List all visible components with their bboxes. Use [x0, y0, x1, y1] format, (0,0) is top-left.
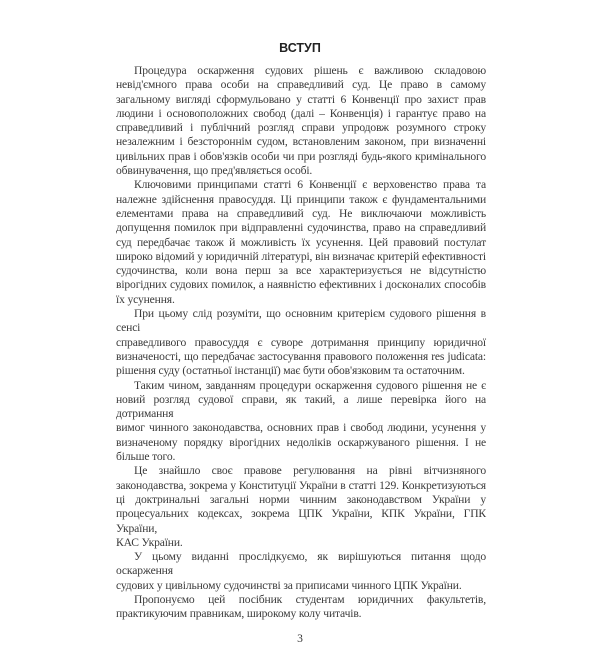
paragraph [116, 178, 486, 307]
paragraph [116, 550, 486, 593]
text-line: При цьому слід розуміти, що основним критерієм судового рішення в сенсі [116, 307, 486, 335]
text-line: людини і основоположних свобод (далі – Конвенція) і гарантує право на [116, 106, 486, 120]
text-line: допущення помилок при відправленні судочинства, право на справедливий [116, 221, 486, 235]
paragraph [116, 379, 486, 465]
body-text [116, 64, 486, 622]
page-number: 3 [297, 631, 303, 645]
text-line: визначеному порядку вірогідних недоліків оскаржуваного рішення. І не [116, 435, 486, 449]
text-line: новий розгляд судової справи, як такий, а лише перевірка його на дотримання [116, 392, 486, 421]
paragraph [116, 464, 486, 550]
text-line: цивільних прав і обов'язків особи чи при розгляді будь-якого кримінального [116, 149, 486, 163]
text-line: вірогідних судових помилок, а наявністю ефективних і досконалих способів [116, 278, 486, 292]
page-title: ВСТУП [279, 41, 321, 55]
text-line: справедливий і публічний розгляд справи упродовж розумного строку [116, 121, 486, 135]
text-line: Процедура оскарження судових рішень є важливою складовою [134, 64, 486, 77]
text-line: Таким чином, завданням процедури оскарження судового рішення не є [134, 378, 486, 392]
text-line: їх усунення. [116, 292, 175, 306]
paragraph [116, 593, 486, 622]
text-line: судочинства, коли вона перш за все характеризується не відсутністю [116, 264, 486, 278]
text-line: широко відомий у юридичній літературі, він визначає критерій ефективності [116, 249, 486, 263]
text-line: КАС України. [116, 535, 183, 549]
text-line: більше того. [116, 450, 176, 464]
text-line: законодавства, зокрема у Конституції України в статті 129. Конкретизуються [116, 478, 486, 492]
text-line: Ключовими принципами статті 6 Конвенції є верховенство права та [134, 178, 486, 192]
text-line: елементами права на справедливий суд. Не виключаючи можливість [116, 206, 486, 220]
paragraph [116, 307, 486, 378]
paragraph [116, 64, 486, 178]
text-line: справедливого правосуддя є суворе дотримання принципу юридичної [116, 335, 486, 349]
text-line: визначеності, що передбачає застосування правового положення res judicata: [116, 349, 486, 363]
text-line: судових у цивільному судочинстві за приписами чинного ЦПК України. [116, 578, 462, 592]
text-line: обвинувачення, що пред'являється особі. [116, 164, 313, 178]
text-line: процесуальних кодексах, зокрема ЦПК України, КПК України, ГПК України, [116, 507, 486, 535]
text-line: ці доктринальні загальні норми чинним законодавством України у [116, 492, 486, 506]
text-line: загальному вигляді сформульовано у статті 6 Конвенції про захист прав [116, 92, 486, 106]
text-line: невід'ємного права особи на справедливий суд. Це право в самому [116, 78, 486, 92]
text-line: Це знайшло своє правове регулювання на рівні вітчизняного [134, 464, 486, 478]
text-line: незалежним і безстороннім судом, встановленим законом, при визначенні [116, 135, 486, 149]
text-line: Пропонуємо цей посібник студентам юридичних факультетів, [134, 592, 486, 606]
text-line: належне здійснення правосуддя. Ці принципи також є фундаментальними [116, 192, 486, 206]
text-line: У цьому виданні прослідкуємо, як вирішуються питання щодо оскарження [116, 550, 486, 578]
text-line: рішення суду (остатньої інстанції) має бути обов'язковим та остаточним. [116, 364, 465, 378]
text-line: практикуючим правникам, широкому колу читачів. [116, 607, 362, 621]
text-line: вимог чинного законодавства, основних прав і свобод людини, усунення у [116, 421, 486, 435]
text-line: суд передбачає також й можливість їх усунення. Цей правовий постулат [116, 235, 486, 249]
